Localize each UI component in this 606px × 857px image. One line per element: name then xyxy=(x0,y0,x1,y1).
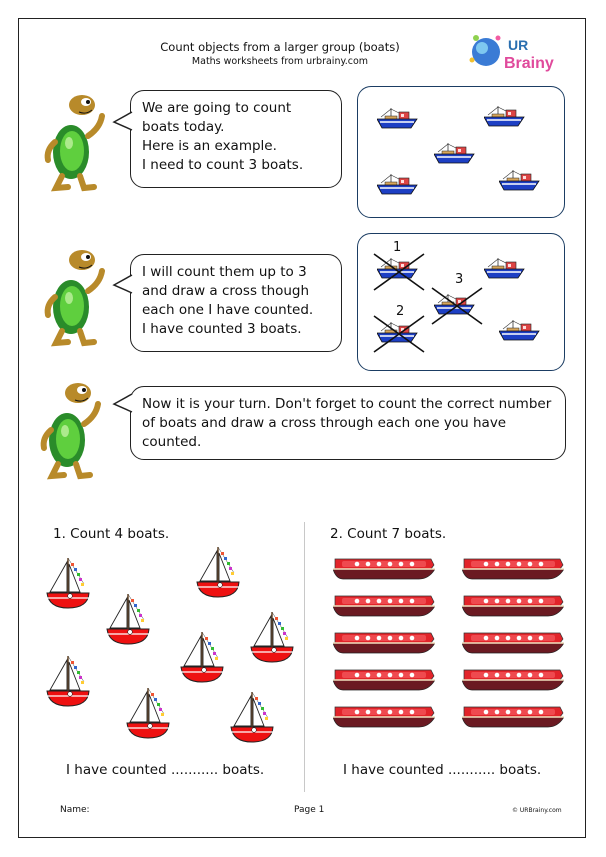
narrowboat[interactable] xyxy=(333,594,435,618)
turtle-mascot xyxy=(38,378,108,480)
bubble-line: We are going to count xyxy=(142,100,292,116)
fishing-boat xyxy=(377,106,421,132)
bubble-line: of boats and draw a cross through each one you have xyxy=(142,415,507,431)
fishing-boat xyxy=(499,318,543,344)
exercise-1-title: 1. Count 4 boats. xyxy=(53,526,170,542)
sailboat[interactable] xyxy=(46,654,90,708)
sailboat[interactable] xyxy=(196,545,240,599)
count-number: 1 xyxy=(393,240,402,255)
page-number: Page 1 xyxy=(294,805,325,815)
sailboat[interactable] xyxy=(250,610,294,664)
bubble-pointer xyxy=(112,110,134,132)
sailboat[interactable] xyxy=(230,690,274,744)
exercise-1-answer[interactable]: I have counted ........... boats. xyxy=(66,762,265,778)
speech-bubble-1 xyxy=(130,90,342,188)
count-number: 2 xyxy=(396,304,405,319)
bubble-line: and draw a cross though xyxy=(142,283,310,299)
bubble-line: each one I have counted. xyxy=(142,302,314,318)
narrowboat[interactable] xyxy=(333,557,435,581)
speech-bubble-2 xyxy=(130,254,342,352)
fishing-boat xyxy=(499,168,543,194)
narrowboat[interactable] xyxy=(462,557,564,581)
bubble-line: I have counted 3 boats. xyxy=(142,321,302,337)
column-divider xyxy=(304,522,305,792)
narrowboat[interactable] xyxy=(462,594,564,618)
worksheet-title: Count objects from a larger group (boats) xyxy=(160,40,400,54)
copyright: © URBrainy.com xyxy=(512,807,562,814)
bubble-line: I need to count 3 boats. xyxy=(142,157,304,173)
count-number: 3 xyxy=(455,272,464,287)
narrowboat[interactable] xyxy=(462,668,564,692)
narrowboat[interactable] xyxy=(462,705,564,729)
exercise-2-answer[interactable]: I have counted ........... boats. xyxy=(343,762,542,778)
sailboat[interactable] xyxy=(126,686,170,740)
narrowboat[interactable] xyxy=(333,668,435,692)
fishing-boat xyxy=(484,256,528,282)
fishing-boat xyxy=(434,141,478,167)
cross-mark xyxy=(428,284,486,328)
bubble-pointer xyxy=(112,273,134,295)
logo-top-text: UR xyxy=(508,37,529,53)
fishing-boat xyxy=(377,172,421,198)
name-label: Name: xyxy=(60,805,90,815)
sailboat[interactable] xyxy=(180,630,224,684)
exercise-2-title: 2. Count 7 boats. xyxy=(330,526,447,542)
turtle-mascot xyxy=(42,90,112,192)
turtle-mascot xyxy=(42,245,112,347)
sailboat[interactable] xyxy=(106,592,150,646)
bubble-line: I will count them up to 3 xyxy=(142,264,307,280)
bubble-line: boats today. xyxy=(142,119,225,135)
worksheet-subtitle: Maths worksheets from urbrainy.com xyxy=(191,56,369,67)
speech-bubble-3 xyxy=(130,386,566,460)
fishing-boat xyxy=(484,104,528,130)
cross-mark xyxy=(370,250,428,294)
urbrainy-logo xyxy=(468,30,568,74)
narrowboat[interactable] xyxy=(462,631,564,655)
bubble-line: Here is an example. xyxy=(142,138,277,154)
bubble-line: Now it is your turn. Don't forget to count the correct number xyxy=(142,396,552,412)
narrowboat[interactable] xyxy=(333,705,435,729)
logo-bottom-text: Brainy xyxy=(504,55,554,72)
narrowboat[interactable] xyxy=(333,631,435,655)
bubble-pointer xyxy=(112,392,134,414)
bubble-line: counted. xyxy=(142,434,202,450)
sailboat[interactable] xyxy=(46,556,90,610)
